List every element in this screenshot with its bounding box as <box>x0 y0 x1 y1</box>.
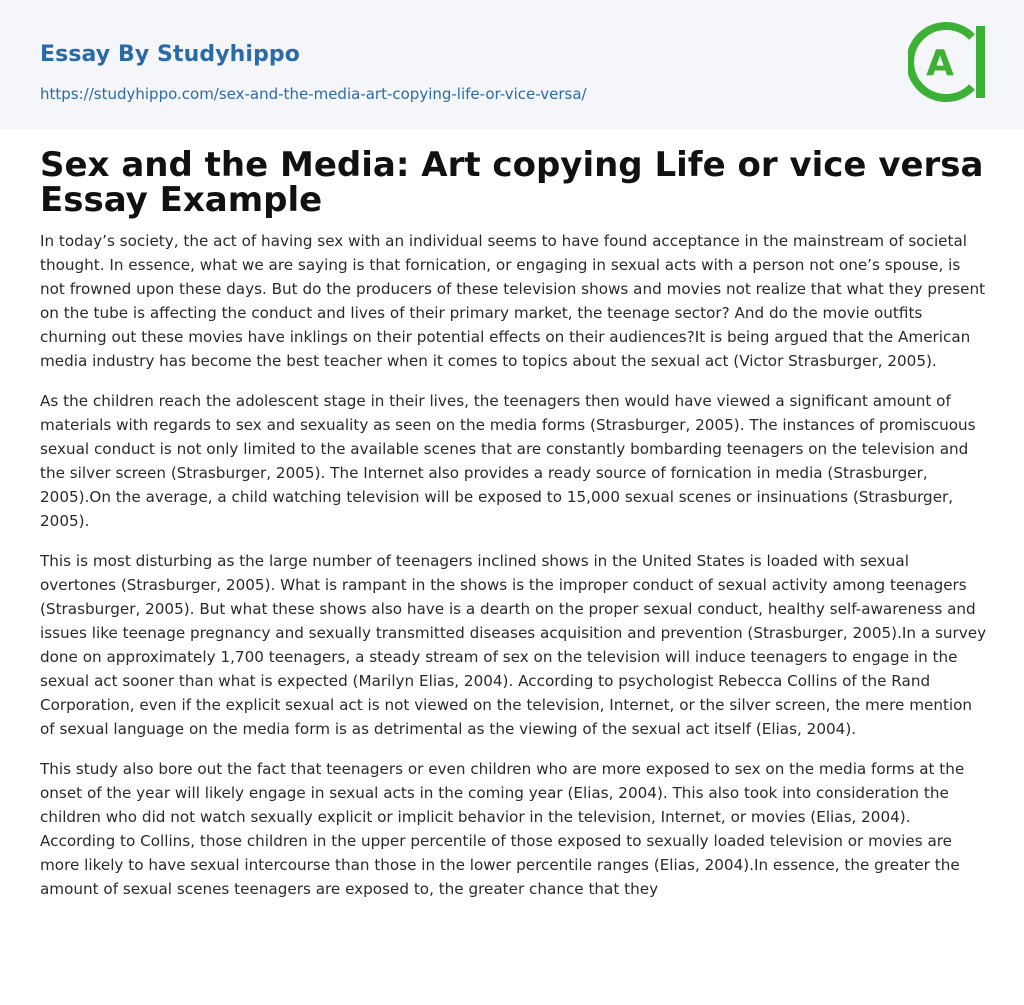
studyhippo-logo-icon[interactable] <box>908 18 988 106</box>
essay-paragraph: As the children reach the adolescent stage in their lives, the teenagers then would have viewed a significant amount of materials with regards to sex and sexuality as seen on the media forms (Strasburger, 2005). The instances of promiscuous sexual conduct is not only limited to the available scenes that are constantly bombarding teenagers on the television and the silver screen (Strasburger, 2005). The Internet also provides a ready source of fornication in media (Strasburger, 2005).On the average, a child watching television will be exposed to 15,000 sexual scenes or insinuations (Strasburger, 2005). <box>40 392 976 530</box>
site-brand[interactable]: Essay By Studyhippo <box>40 42 300 67</box>
essay-title: Sex and the Media: Art copying Life or vice versa Essay Example <box>40 145 984 220</box>
essay-paragraph: This study also bore out the fact that teenagers or even children who are more exposed to sex on the media forms at the onset of the year will likely engage in sexual acts in the coming year (Elias, 2004). This also took into consideration the children who did not watch sexually explicit or implicit behavior in the television, Internet, or movies (Elias, 2004). According to Collins, those children in the upper percentile of those exposed to sexually loaded television or movies are more likely to have sexual intercourse than those in the lower percentile ranges (Elias, 2004).In essence, the greater the amount of sexual scenes teenagers are exposed to, the greater chance that they <box>40 760 965 898</box>
essay-paragraph: This is most disturbing as the large number of teenagers inclined shows in the United States is loaded with sexual overtones (Strasburger, 2005). What is rampant in the shows is the improper conduct of sexual activity among teenagers (Strasburger, 2005). But what these shows also have is a dearth on the proper sexual conduct, healthy self-awareness and issues like teenage pregnancy and sexually transmitted diseases acquisition and prevention (Strasburger, 2005).In a survey done on approximately 1,700 teenagers, a steady stream of sex on the television will induce teenagers to engage in the sexual act sooner than what is expected (Marilyn Elias, 2004). According to psychologist Rebecca Collins of the Rand Corporation, even if the explicit sexual act is not viewed on the television, Internet, or the silver screen, the mere mention of sexual language on the media form is as detrimental as the viewing of the sexual act itself (Elias, 2004). <box>40 552 987 738</box>
essay-paragraph: In today’s society, the act of having sex with an individual seems to have found acceptance in the mainstream of societal thought. In essence, what we are saying is that fornication, or engaging in sexual acts with a person not one’s spouse, is not frowned upon these days. But do the producers of these television shows and movies not realize that what they present on the tube is affecting the conduct and lives of their primary market, the teenage sector? And do the movie outfits churning out these movies have inklings on their potential effects on their audiences?It is being argued that the American media industry has become the best teacher when it comes to topics about the sexual act (Victor Strasburger, 2005). <box>40 232 986 370</box>
essay-body <box>40 229 988 917</box>
logo-letter: A <box>926 43 954 84</box>
source-url-link[interactable]: https://studyhippo.com/sex-and-the-media-art-copying-life-or-vice-versa/ <box>40 85 587 103</box>
site-header <box>0 0 1024 129</box>
